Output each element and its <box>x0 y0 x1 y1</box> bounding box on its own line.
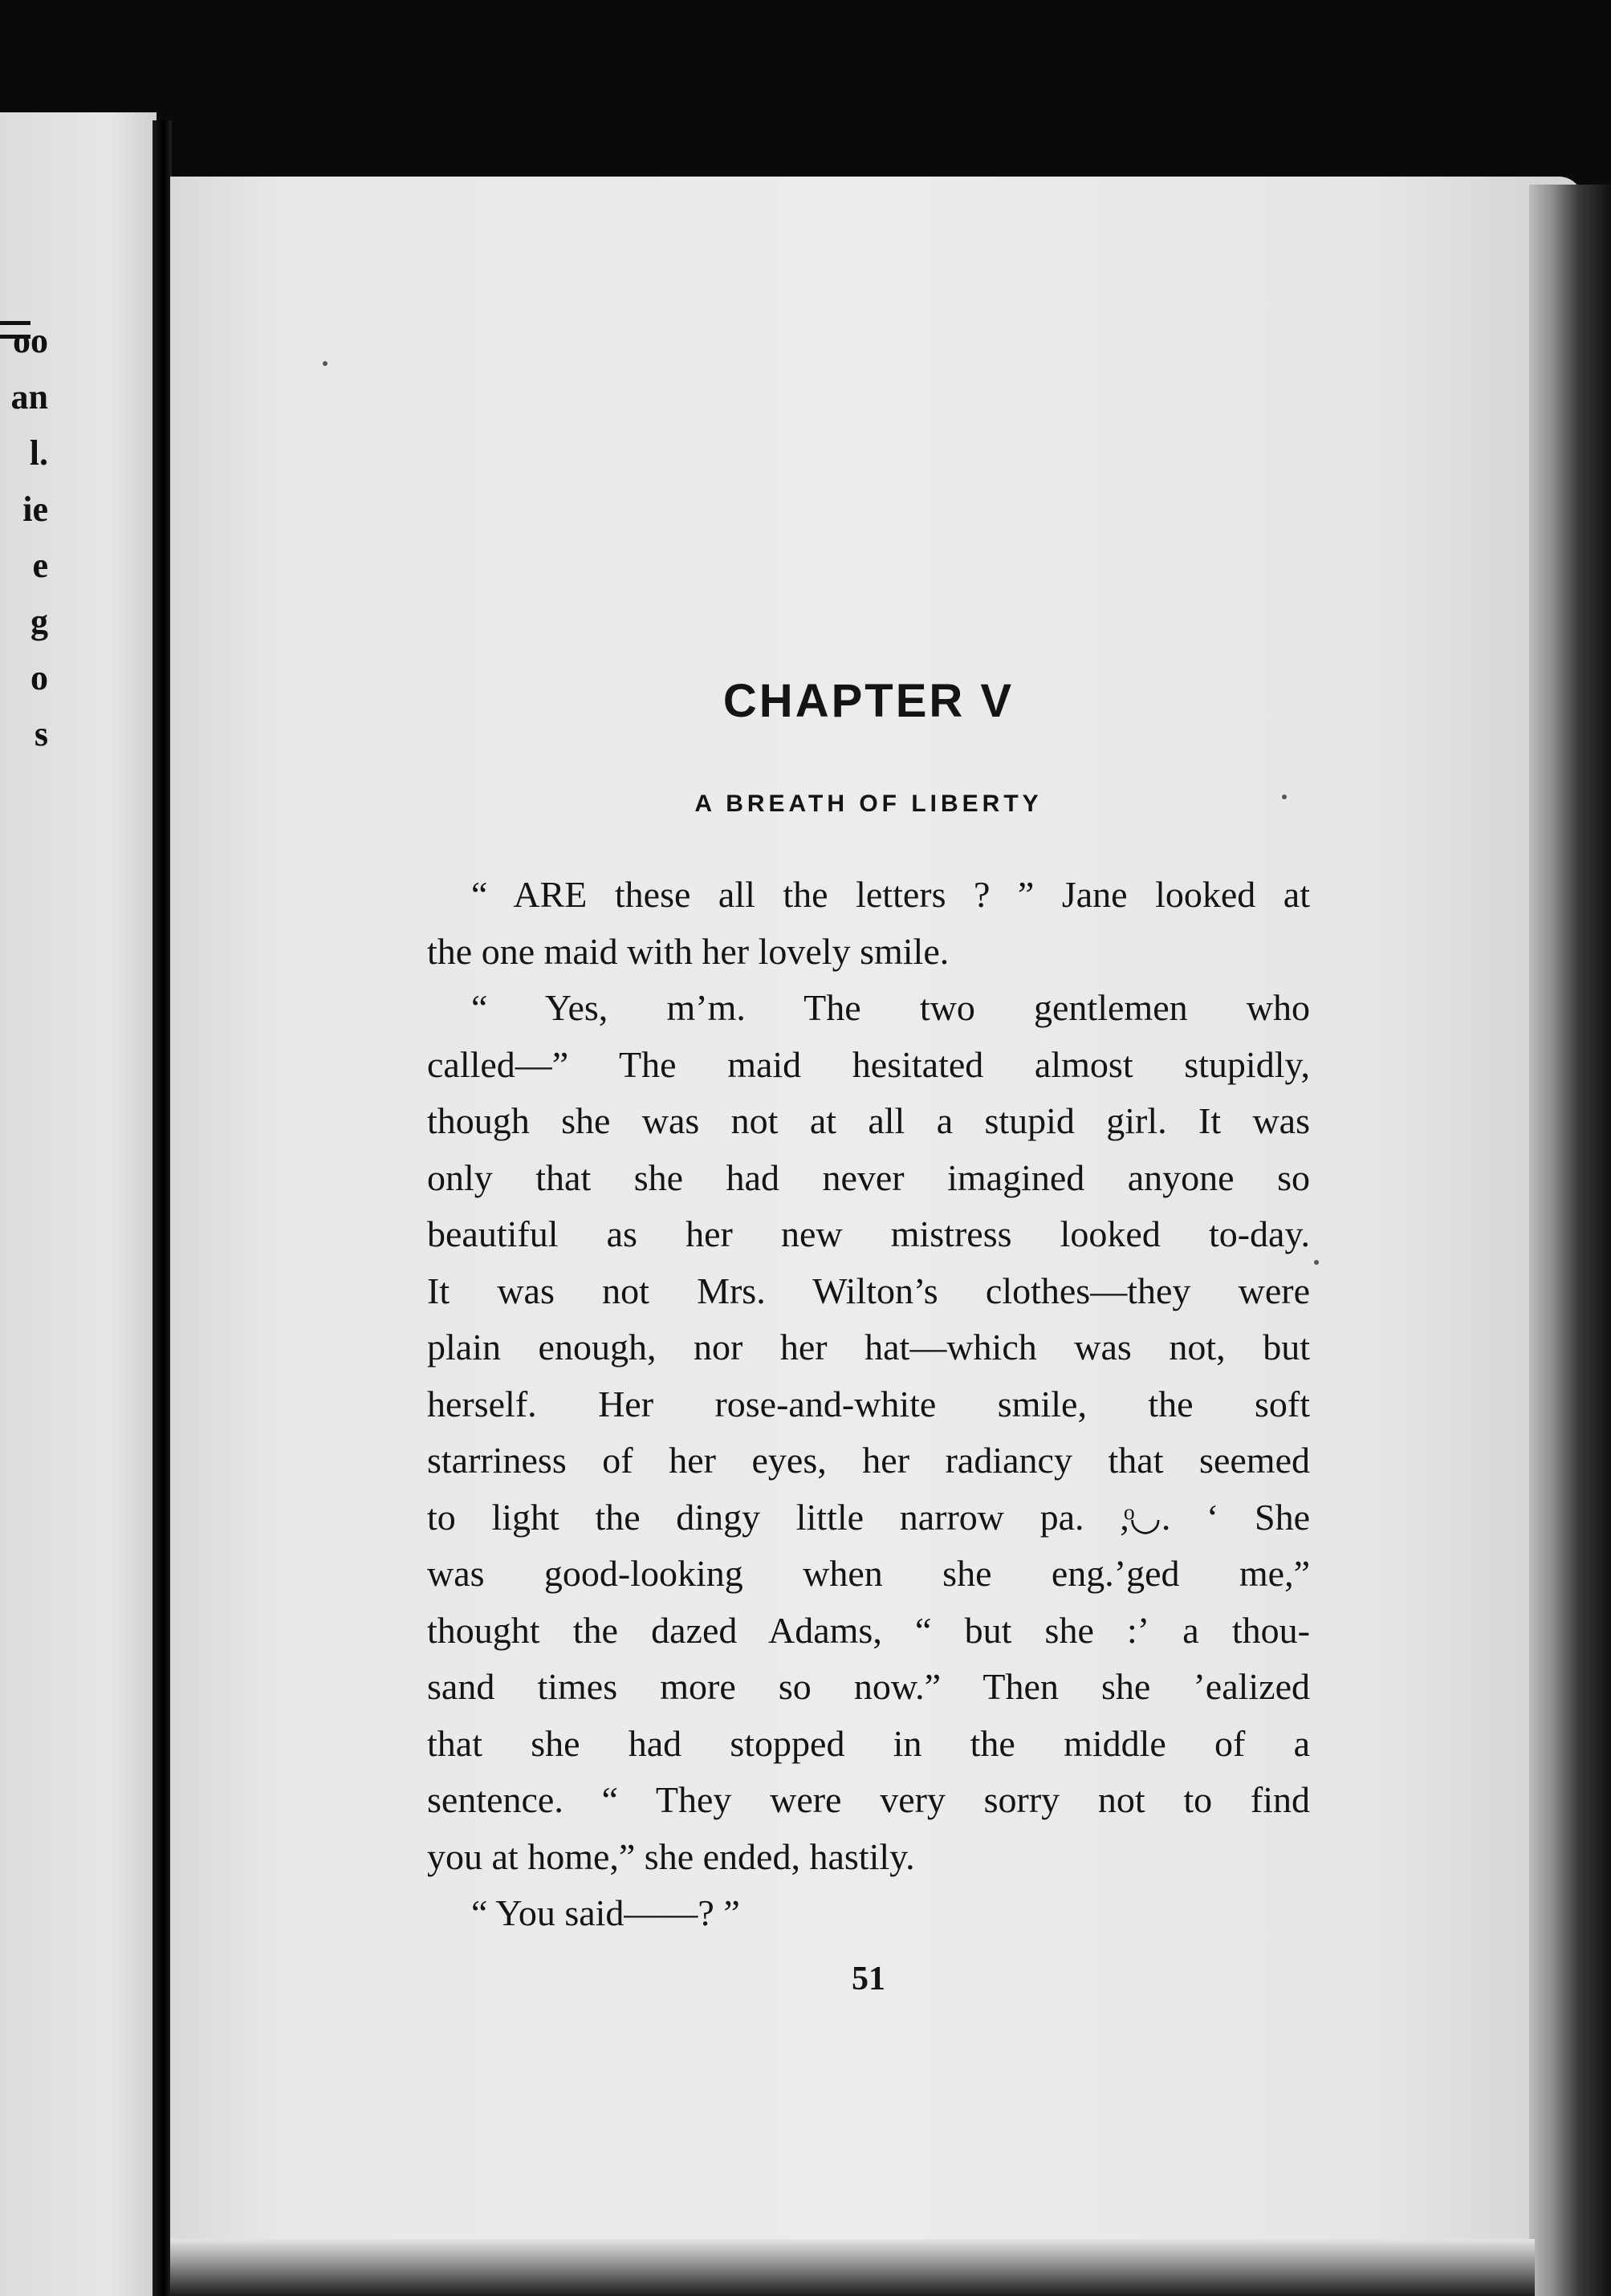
left-page-fragment: an <box>10 377 48 417</box>
text-line: though she was not at all a stupid girl. It was <box>427 1100 1310 1141</box>
text-line: you at home,” she ended, hastily. <box>427 1835 915 1877</box>
text-line: beautiful as her new mistress looked to-day. <box>427 1213 1310 1254</box>
text-line: sand times more so now.” Then she ʼealized <box>427 1666 1310 1707</box>
book-gutter <box>153 120 172 2296</box>
chapter-title: CHAPTER V <box>722 675 1015 727</box>
right-page <box>170 177 1583 2296</box>
text-line: was good-looking when she eng.ʼged me,” <box>427 1553 1310 1594</box>
chapter-subtitle: A BREATH OF LIBERTY <box>694 790 1043 817</box>
text-line: “ ARE these all the letters ? ” Jane looked at <box>471 874 1310 915</box>
text-line: that she had stopped in the middle of a <box>427 1722 1310 1764</box>
text-line: starriness of her eyes, her radiancy that seemed <box>427 1440 1310 1481</box>
left-page-fragment: ie <box>22 490 48 529</box>
right-page-edge <box>1529 185 1611 2296</box>
text-line: to light the dingy little narrow pa. ,ͦ◡. ‘ She <box>427 1496 1310 1538</box>
left-page-fragment: s <box>34 714 48 754</box>
text-line: herself. Her rose-and-white smile, the soft <box>427 1383 1310 1424</box>
text-line: “ Yes, m’m. The two gentlemen who <box>471 987 1310 1028</box>
text-line: only that she had never imagined anyone so <box>427 1156 1310 1198</box>
text-line: plain enough, nor her hat—which was not, but <box>427 1327 1310 1367</box>
page-number: 51 <box>852 1961 885 1997</box>
chapter-body-text <box>427 867 1310 1942</box>
left-page-fragment: o <box>31 658 48 697</box>
text-line: sentence. “ They were very sorry not to find <box>427 1779 1310 1820</box>
left-page-fragment: g <box>31 602 48 641</box>
left-page-fragment: oo <box>13 321 48 360</box>
text-line: It was not Mrs. Wilton’s clothes—they were <box>427 1270 1310 1311</box>
page-bottom-edge <box>170 2239 1535 2296</box>
text-line: the one maid with her lovely smile. <box>427 930 950 972</box>
text-line: called—” The maid hesitated almost stupidly, <box>427 1043 1310 1085</box>
left-page-fragment: e <box>32 546 48 585</box>
paper-speck <box>1314 1260 1319 1265</box>
text-line: “ You said——? ” <box>471 1892 740 1933</box>
left-page-text-fragments <box>0 313 48 762</box>
text-line: thought the dazed Adams, “ but she :ʼ a thou- <box>427 1609 1310 1651</box>
left-page-fragment: l. <box>29 433 48 473</box>
paper-speck <box>323 361 327 366</box>
